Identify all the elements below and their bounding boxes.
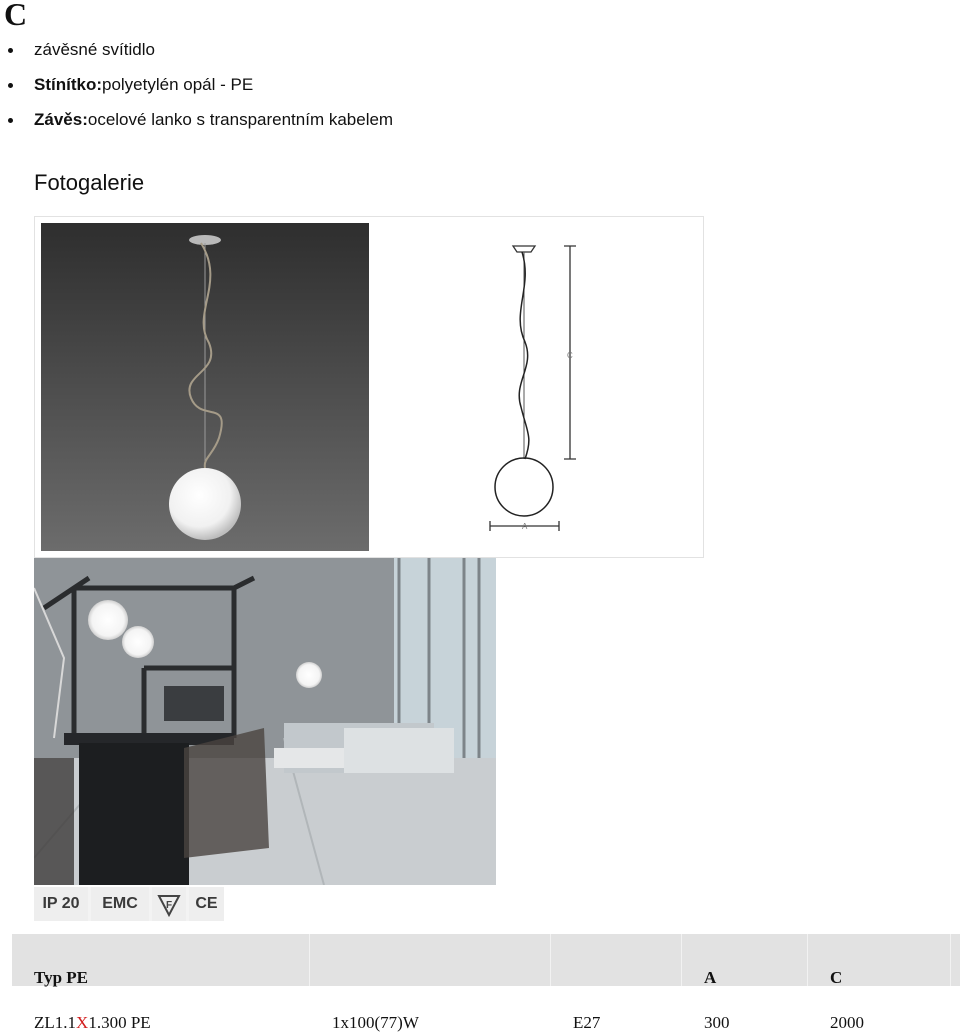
page-letter: C xyxy=(4,0,28,32)
certification-marks xyxy=(34,887,224,921)
pendant-globe-2 xyxy=(122,626,154,658)
f-mark-label: F xyxy=(165,900,173,911)
power-cord xyxy=(189,243,221,468)
gallery-photo-frame[interactable] xyxy=(34,216,704,558)
feature-item xyxy=(0,73,393,108)
bullet-icon xyxy=(8,118,13,123)
ce-mark-icon: CE xyxy=(189,887,224,921)
f-mark-icon xyxy=(152,887,186,921)
row-a: 300 xyxy=(704,1013,730,1032)
pendant-lamp-photo xyxy=(41,223,369,551)
row-type-code xyxy=(34,1013,151,1033)
pendant-globe-1 xyxy=(88,600,128,640)
feature-label: Stínítko: xyxy=(34,75,102,94)
row-socket: E27 xyxy=(573,1013,601,1032)
interior-scene xyxy=(34,558,496,885)
dimension-a-label: A xyxy=(522,522,528,531)
feature-item xyxy=(0,108,393,143)
code-variant-x: X xyxy=(76,1013,89,1032)
feature-value: polyetylén opál - PE xyxy=(102,75,254,94)
feature-item xyxy=(0,38,393,73)
feature-value: závěsné svítidlo xyxy=(34,40,155,59)
feature-label: Závěs: xyxy=(34,110,88,129)
dimension-drawing[interactable] xyxy=(475,237,585,537)
gallery-title: Fotogalerie xyxy=(34,170,145,195)
ip20-badge: IP 20 xyxy=(34,887,88,921)
row-power: 1x100(77)W xyxy=(332,1013,419,1032)
opal-globe xyxy=(169,468,241,540)
dimension-c-label: C xyxy=(567,351,573,360)
header-type: Typ PE xyxy=(34,968,89,987)
emc-badge: EMC xyxy=(91,887,149,921)
interior-photo[interactable] xyxy=(34,558,496,885)
bullet-icon xyxy=(8,83,13,88)
table-header xyxy=(12,934,960,986)
pendant-globe-3 xyxy=(296,662,322,688)
canopy-outline xyxy=(513,246,535,252)
bullet-icon xyxy=(8,48,13,53)
header-c: C xyxy=(830,968,843,987)
header-a: A xyxy=(704,968,717,987)
product-features xyxy=(0,38,393,143)
code-part-2: 1.300 PE xyxy=(88,1013,151,1032)
code-part-1: ZL1.1 xyxy=(34,1013,77,1032)
feature-value: ocelové lanko s transparentním kabelem xyxy=(87,110,394,129)
globe-outline xyxy=(495,458,553,516)
row-c: 2000 xyxy=(830,1013,864,1032)
product-photo[interactable] xyxy=(41,223,369,551)
